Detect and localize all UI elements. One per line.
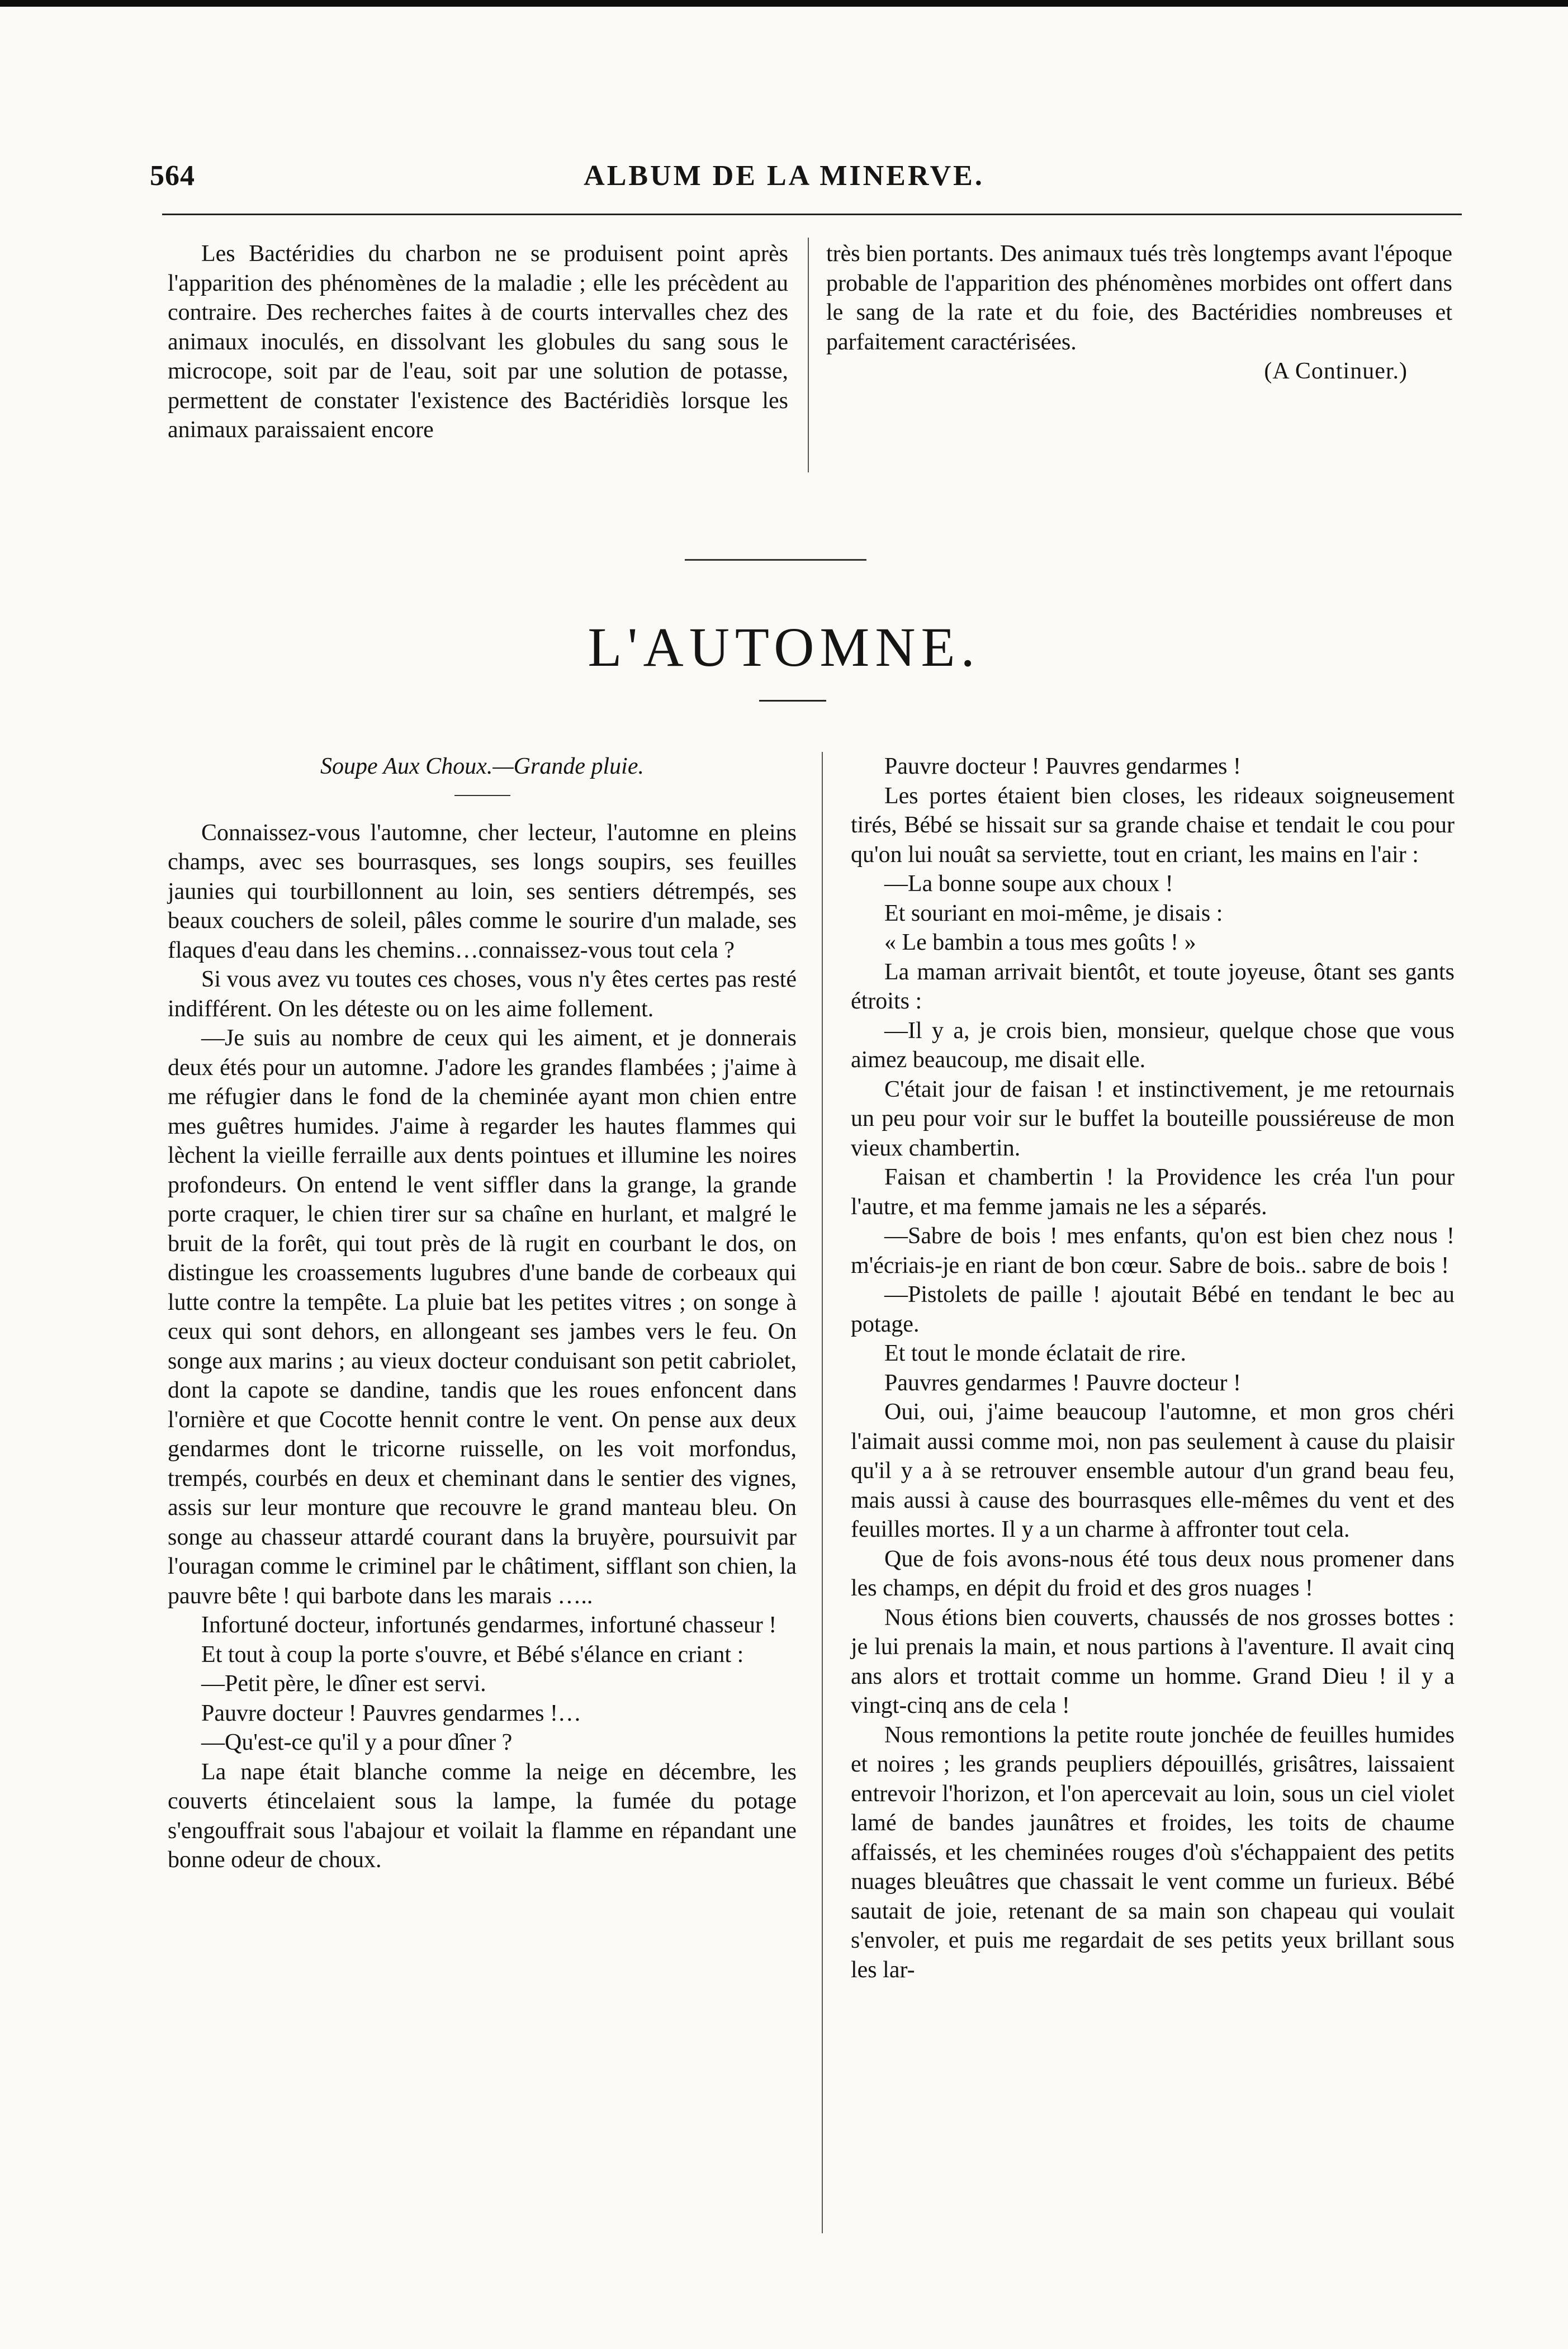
article-paragraph: C'était jour de faisan ! et instinctivement, je me retournais un peu pour voir sur le buffet la bouteille poussiéreuse de mon vieux chambertin. [851,1076,1455,1161]
article-paragraph: —Sabre de bois ! mes enfants, qu'on est bien chez nous ! m'écriais-je en riant de bon cœur. Sabre de bois.. sabre de bois ! [851,1223,1455,1278]
prev-article-paragraph: très bien portants. Des animaux tués très longtemps avant l'époque probable de l'apparition des phénomènes morbides ont offert dans le sang de la rate et du foie, des Bactéridies nombreuses et parfaitement caractérisées. [826,241,1452,355]
prev-article-paragraph: Les Bactéridies du charbon ne se produisent point après l'apparition des phénomènes de la maladie ; elle les précèdent au contraire. Des recherches faites à de courts intervalles chez des animaux inoculés, en dissolvant les globules du sang sous le microcope, soit par de l'eau, soit par une solution de potasse, permettent de constater l'existence des Bactéridiès lorsque les animaux paraissaient encore [168,241,788,443]
column-divider-main [822,752,823,2233]
article-subtitle: Soupe Aux Choux.—Grande pluie. [320,754,644,779]
article-paragraph: —La bonne soupe aux choux ! [884,871,1173,897]
article-paragraph: Oui, oui, j'aime beaucoup l'automne, et mon gros chéri l'aimait aussi comme moi, non pas seulement à cause du plaisir qu'il y a à se retrouver ensemble autour d'un grand beau feu, mais aussi à cause des bourrasques elle-mêmes du vent et des feuilles mortes. Il y a un charme à affronter tout cela. [851,1399,1455,1542]
article-paragraph: La maman arrivait bientôt, et toute joyeuse, ôtant ses gants étroits : [851,959,1455,1014]
article-paragraph: Nous remontions la petite route jonchée de feuilles humides et noires ; les grands peupliers dépouillés, grisâtres, laissaient entrevoir l'horizon, et l'on apercevait au loin, sous un ciel violet lamé de bandes jaunâtres et froides, les toits de chaume affaissés, et les cheminées rouges d'où s'échappaient des petits nuages bleuâtres que chassait le vent comme un furieux. Bébé sautait de joie, retenant de sa main son chapeau qui voulait s'envoler, et puis me regardait de ses petits yeux brillant sous les lar- [851,1722,1455,1983]
article-paragraph: Que de fois avons-nous été tous deux nous promener dans les champs, en dépit du froid et des gros nuages ! [851,1546,1455,1601]
header-rule [162,214,1462,215]
article-paragraph: « Le bambin a tous mes goûts ! » [884,930,1196,955]
article-paragraph: —Qu'est-ce qu'il y a pour dîner ? [201,1730,513,1755]
subtitle-rule [454,795,510,796]
running-head: ALBUM DE LA MINERVE. [584,160,984,192]
article-paragraph: —Pistolets de paille ! ajoutait Bébé en tendant le bec au potage. [851,1282,1455,1337]
article-paragraph: Infortuné docteur, infortunés gendarmes, infortuné chasseur ! [201,1612,777,1638]
section-separator [685,559,866,561]
scan-top-edge [0,0,1568,7]
prev-article-left-column [168,239,788,445]
article-paragraph: Et tout le monde éclatait de rire. [884,1341,1186,1366]
article-paragraph: Et tout à coup la porte s'ouvre, et Bébé s'élance en criant : [201,1641,744,1668]
article-paragraph: Connaissez-vous l'automne, cher lecteur, l'automne en pleins champs, avec ses bourrasques, ses longs soupirs, ses feuilles jaunies qui tourbillonnent au loin, ses sentiers détrempés, ses beaux couchers de soleil, pâles comme le sourire d'un malade, ses flaques d'eau dans les chemins…connaissez-vous tout cela ? [168,820,797,963]
column-divider-top [808,238,809,472]
article-paragraph: Et souriant en moi-même, je disais : [884,900,1223,926]
article-paragraph: —Petit père, le dîner est servi. [201,1671,486,1697]
title-underline [759,700,826,702]
article-left-column [168,752,797,1875]
prev-article-right-column [826,239,1452,386]
article-paragraph: Les portes étaient bien closes, les rideaux soigneusement tirés, Bébé se hissait sur sa grande chaise et tendait le cou pour qu'on lui nouât sa serviette, tout en criant, les mains en l'air : [851,783,1455,868]
article-right-column [851,752,1455,1985]
article-paragraph: La nape était blanche comme la neige en décembre, les couverts étincelaient sous la lampe, la fumée du potage s'engouffrait sous l'abajour et voilait la flamme en répandant une bonne odeur de choux. [168,1759,797,1873]
page-number: 564 [150,160,195,192]
article-paragraph: Pauvre docteur ! Pauvres gendarmes ! [884,754,1241,779]
article-title: L'AUTOMNE. [588,616,980,678]
article-paragraph: Pauvres gendarmes ! Pauvre docteur ! [884,1370,1241,1396]
continuation-note: (A Continuer.) [1264,358,1408,384]
article-paragraph: Si vous avez vu toutes ces choses, vous n'y êtes certes pas resté indifférent. On les déteste ou on les aime follement. [168,967,797,1022]
article-paragraph: —Il y a, je crois bien, monsieur, quelque chose que vous aimez beaucoup, me disait elle. [851,1017,1455,1073]
article-paragraph: Faisan et chambertin ! la Providence les créa l'un pour l'autre, et ma femme jamais ne les a séparés. [851,1164,1455,1220]
article-paragraph: Pauvre docteur ! Pauvres gendarmes !… [201,1700,581,1726]
article-paragraph: Nous étions bien couverts, chaussés de nos grosses bottes : je lui prenais la main, et nous partions à l'aventure. Il avait cinq ans alors et trottait comme un homme. Grand Dieu ! il y a vingt-cinq ans de cela ! [851,1604,1455,1718]
article-paragraph: —Je suis au nombre de ceux qui les aiment, et je donnerais deux étés pour un automne. J'adore les grandes flambées ; j'aime à me réfugier dans le fond de la cheminée ayant mon chien entre mes guêtres humides. J'aime à regarder les hautes flammes qui lèchent la vieille ferraille aux dents pointues et illumine les noires profondeurs. On entend le vent siffler dans la grange, la grande porte craquer, le chien tirer sur sa chaîne en hurlant, et malgré le bruit de la forêt, qui tout près de là rugit en courbant le dos, on distingue les croassements lugubres d'une bande de corbeaux qui lutte contre la tempête. La pluie bat les petites vitres ; on songe à ceux qui sont dehors, en allongeant ses jambes vers le feu. On songe aux marins ; au vieux docteur conduisant son petit cabriolet, dont la capote se dandine, tandis que les roues enfoncent dans l'ornière et que Cocotte hennit contre le vent. On pense aux deux gendarmes dont le tricorne ruisselle, on les voit morfondus, trempés, courbés en deux et cheminant dans le sentier des vignes, assis sur leur monture que recouvre le grand manteau bleu. On songe au chasseur attardé courant dans la bruyère, poursuivit par l'ouragan comme le criminel par le châtiment, sifflant son chien, la pauvre bête ! qui barbote dans les marais ….. [168,1025,797,1609]
